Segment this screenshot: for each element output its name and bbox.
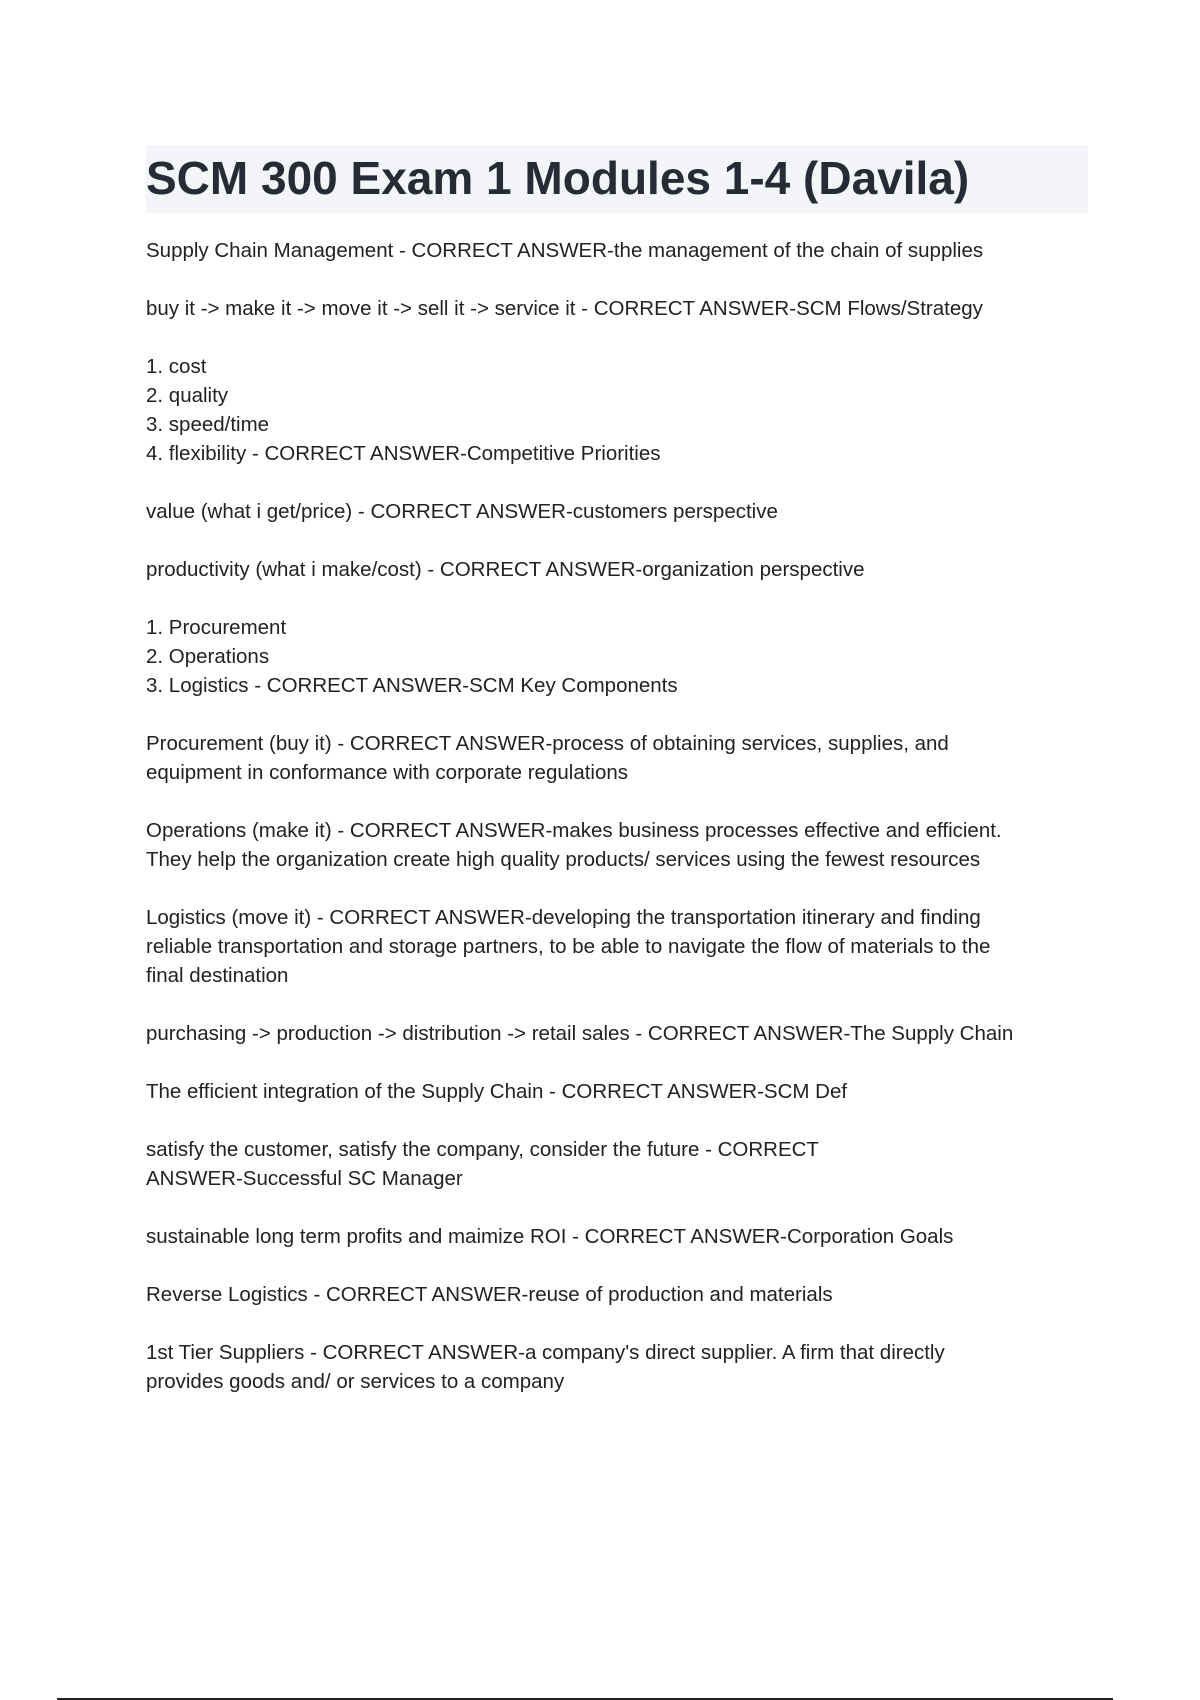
- entry-text-line: Reverse Logistics - CORRECT ANSWER-reuse of production and materials: [146, 1283, 833, 1306]
- entry-text-line: Logistics (move it) - CORRECT ANSWER-developing the transportation itinerary and finding: [146, 906, 981, 929]
- entry-text-line: 2. Operations: [146, 645, 270, 668]
- flashcard-entry: [146, 903, 1096, 990]
- entry-text-line: Procurement (buy it) - CORRECT ANSWER-process of obtaining services, supplies, and: [146, 732, 949, 755]
- entry-text-line: The efficient integration of the Supply Chain - CORRECT ANSWER-SCM Def: [146, 1080, 848, 1103]
- flashcard-entry: [146, 1222, 1096, 1251]
- flashcard-entry: [146, 1280, 1096, 1309]
- flashcard-entry: [146, 613, 1096, 700]
- entry-text-line: 4. flexibility - CORRECT ANSWER-Competitive Priorities: [146, 442, 661, 465]
- entry-text-line: buy it -> make it -> move it -> sell it -> service it - CORRECT ANSWER-SCM Flows/Strategy: [146, 297, 983, 320]
- flashcard-entry: [146, 294, 1096, 323]
- entry-text-line: sustainable long term profits and maimize ROI - CORRECT ANSWER-Corporation Goals: [146, 1225, 954, 1248]
- entry-text-line: 1. cost: [146, 355, 207, 378]
- entry-text-line: value (what i get/price) - CORRECT ANSWER-customers perspective: [146, 500, 778, 523]
- flashcard-entry: [146, 1019, 1096, 1048]
- entry-text-line: 1st Tier Suppliers - CORRECT ANSWER-a company's direct supplier. A firm that directly: [146, 1341, 945, 1364]
- flashcard-entry: [146, 1338, 1096, 1396]
- title-banner: [146, 145, 1088, 213]
- flashcard-entry: [146, 236, 1096, 265]
- entry-text-line: final destination: [146, 964, 289, 987]
- entry-text-line: equipment in conformance with corporate regulations: [146, 761, 629, 784]
- entry-text-line: Operations (make it) - CORRECT ANSWER-makes business processes effective and efficient.: [146, 819, 1002, 842]
- entry-text-line: 3. Logistics - CORRECT ANSWER-SCM Key Components: [146, 674, 678, 697]
- entry-text-line: ANSWER-Successful SC Manager: [146, 1167, 463, 1190]
- entry-text-line: 1. Procurement: [146, 616, 287, 639]
- page-title: SCM 300 Exam 1 Modules 1-4 (Davila): [146, 152, 970, 204]
- entry-text-line: satisfy the customer, satisfy the company, consider the future - CORRECT: [146, 1138, 819, 1161]
- entry-text-line: purchasing -> production -> distribution -> retail sales - CORRECT ANSWER-The Supply Chain: [146, 1022, 1014, 1045]
- flashcard-entry: [146, 555, 1096, 584]
- flashcard-entry: [146, 352, 1096, 468]
- entry-text-line: They help the organization create high quality products/ services using the fewest resources: [146, 848, 981, 871]
- flashcard-list: [146, 236, 1096, 1425]
- entry-text-line: provides goods and/ or services to a company: [146, 1370, 565, 1393]
- entry-text-line: 3. speed/time: [146, 413, 270, 436]
- entry-text-line: productivity (what i make/cost) - CORRECT ANSWER-organization perspective: [146, 558, 865, 581]
- flashcard-entry: [146, 1077, 1096, 1106]
- flashcard-entry: [146, 497, 1096, 526]
- flashcard-entry: [146, 1135, 1096, 1193]
- entry-text-line: Supply Chain Management - CORRECT ANSWER-the management of the chain of supplies: [146, 239, 984, 262]
- entry-text-line: reliable transportation and storage partners, to be able to navigate the flow of materials to the: [146, 935, 991, 958]
- entry-text-line: 2. quality: [146, 384, 229, 407]
- flashcard-entry: [146, 816, 1096, 874]
- flashcard-entry: [146, 729, 1096, 787]
